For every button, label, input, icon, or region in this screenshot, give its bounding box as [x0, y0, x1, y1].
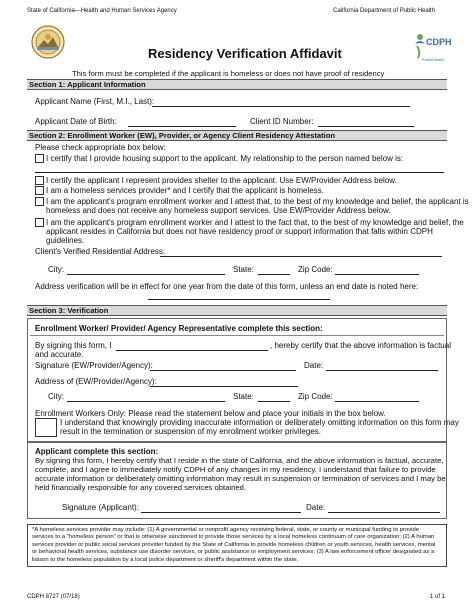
ew-only-note: Enrollment Workers Only: Please read the statement below and place your initials in the box below.: [35, 409, 386, 418]
applicant-signature-label: Signature (Applicant):: [62, 503, 139, 512]
option1-text: I certify that I provide housing support to the applicant. My relationship to the person named below is:: [46, 154, 404, 163]
applicant-name-label: Applicant Name (First, M.I., Last):: [35, 97, 155, 106]
cdph-logo-text: CDPH: [426, 37, 452, 47]
s2-state-label: State:: [233, 265, 254, 274]
worker-heading: Enrollment Worker/ Provider/ Agency Representative complete this section:: [35, 324, 323, 333]
option3-text: I am a homeless services provider* and I certify that the applicant is homeless.: [46, 186, 324, 195]
worker-heading-divider: [30, 335, 444, 336]
worker-name-field[interactable]: [116, 350, 268, 351]
option4-text-line1: I am the applicant's program enrollment worker and I attest that, to the best of my knowledge and belief, the applicant is: [46, 197, 469, 206]
option4-text-line2: homeless and does not receive any homeless support services. Use EW/Provider Address below.: [46, 206, 391, 215]
s3-state-label: State:: [233, 392, 254, 401]
applicant-signature-field[interactable]: [141, 512, 301, 513]
footnote-line5: liaison to the homeless population by a local police department or sheriff's department within the state.: [32, 556, 299, 563]
ew-initials-box[interactable]: [35, 418, 57, 437]
applicant-statement-line4: held financially responsible for any covered services obtained.: [35, 483, 247, 492]
s3-state-field[interactable]: [258, 401, 290, 402]
ew-statement-line2: result in the termination or suspension of my enrollment worker privileges.: [60, 427, 322, 436]
option1-checkbox[interactable]: [35, 154, 44, 163]
footnote-line4: or behavioral health services, substance use disorder services, or public assistance or employment services; (3) A law enforcement officer designated as a: [32, 549, 435, 556]
option5-checkbox[interactable]: [35, 218, 44, 227]
option5-text-line2: applicant resides in California but does not have residency proof or support information that falls within CDPH: [46, 227, 433, 236]
option2-checkbox[interactable]: [35, 176, 44, 185]
s2-city-field[interactable]: [67, 274, 225, 275]
worker-date-label: Date:: [304, 361, 324, 370]
option5-text-line3: guidelines.: [46, 236, 85, 245]
option3-checkbox[interactable]: [35, 186, 44, 195]
section2-heading: Section 2: Enrollment Worker (EW), Provider, or Agency Client Residency Attestation: [27, 130, 447, 141]
worker-signature-field[interactable]: [150, 370, 296, 371]
ew-statement-line1: I understand that knowingly providing inaccurate information or deliberately omitting information on this form may: [60, 418, 459, 427]
validity-note: Address verification will be in effect for one year from the date of this form, unless an end date is noted here:: [35, 282, 419, 291]
s2-state-field[interactable]: [258, 274, 290, 275]
footnote-line2: services to a "homeless person" or that is otherwise sanctioned to provide those services by a local homeless continuum of care organization; (2) A human: [32, 534, 435, 541]
applicant-statement-line2: complete, and I agree to immediately notify CDPH of any changes in my residency. I understand that failure to provide: [35, 465, 436, 474]
s3-city-label: City:: [48, 392, 64, 401]
client-id-field[interactable]: [318, 126, 414, 127]
option5-text-line1: I am the applicant's program enrollment worker and I attest to the fact that, to the best of my knowledge and belief, the: [46, 218, 464, 227]
s3-zip-label: Zip Code:: [298, 392, 333, 401]
worker-address-label: Address of (EW/Provider/Agency):: [35, 377, 157, 386]
applicant-date-field[interactable]: [328, 512, 440, 513]
section3-heading: Section 3: Verification: [27, 305, 447, 316]
applicant-statement-line1: By signing this form, I hereby certify that I reside in the state of California, and the above information is factual, accurate,: [35, 456, 444, 465]
footnote-line1: *A homeless services provider may include: (1) A governmental or nonprofit agency receiving federal, state, or county or municipal funding to provide: [32, 527, 420, 533]
section1-heading: Section 1: Applicant Information: [27, 79, 447, 90]
option2-text: I certify the applicant I represent provides shelter to the applicant. Use EW/Provider Address below.: [46, 176, 397, 185]
agency-right: California Department of Public Health: [333, 8, 436, 14]
applicant-heading: Applicant complete this section:: [35, 447, 159, 456]
worker-signature-label: Signature (EW/Provider/Agency):: [35, 361, 153, 370]
s2-zip-label: Zip Code:: [298, 265, 333, 274]
form-number: CDPH 8727 (07/18): [27, 594, 80, 600]
footnote-line3: services provider or public social services provider funded by the State of California to provide homeless children or youth services, health services, mental: [32, 541, 436, 548]
page-number: 1 of 1: [430, 594, 446, 600]
worker-address-field[interactable]: [150, 386, 298, 387]
dob-label: Applicant Date of Birth:: [35, 117, 117, 126]
applicant-date-label: Date:: [306, 503, 326, 512]
residential-address-field[interactable]: [160, 256, 442, 257]
page-title: Residency Verification Affidavit: [148, 46, 342, 61]
footnote-box: [27, 524, 447, 567]
signing-line2: and accurate.: [35, 350, 84, 359]
applicant-statement-line3: accurate information or deliberately omitting information may result in suspension or termination of services and I may be: [35, 474, 446, 483]
worker-date-field[interactable]: [326, 370, 438, 371]
section2-instruction: Please check appropriate box below:: [35, 143, 166, 152]
s2-zip-field[interactable]: [335, 274, 419, 275]
option1-relationship-field[interactable]: [35, 172, 444, 173]
signing-suffix: , hereby certify that the above information is factual: [270, 341, 451, 350]
residential-address-label: Client's Verified Residential Address:: [35, 247, 166, 256]
state-seal-icon: [31, 25, 65, 59]
s3-city-field[interactable]: [67, 401, 225, 402]
intro-text: This form must be completed if the applicant is homeless or does not have proof of residency: [72, 69, 385, 78]
option4-checkbox[interactable]: [35, 197, 44, 206]
cdph-logo-subtext: PublicHealth: [422, 57, 445, 62]
client-id-label: Client ID Number:: [250, 117, 314, 126]
s3-zip-field[interactable]: [335, 401, 419, 402]
end-date-field[interactable]: [148, 299, 330, 300]
signing-prefix: By signing this form, I: [35, 341, 112, 350]
s2-city-label: City:: [48, 265, 64, 274]
dob-field[interactable]: [128, 126, 236, 127]
cdph-logo-icon: [412, 32, 452, 64]
applicant-name-field[interactable]: [152, 106, 410, 107]
agency-left: State of California—Health and Human Services Agency: [27, 8, 177, 14]
